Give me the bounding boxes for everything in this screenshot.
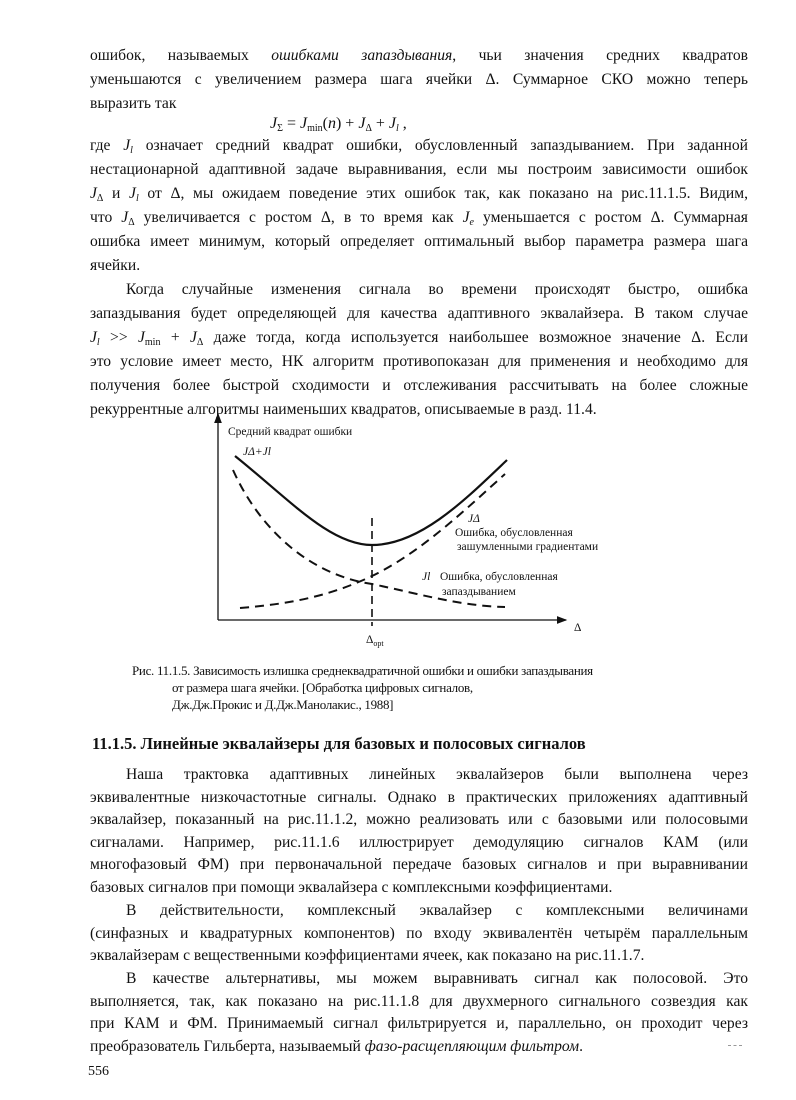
- text-line: [90, 1036, 583, 1059]
- text-run: рекуррентные алгоритмы наименьших квадратов, описываемые в разд. 11.4.: [90, 401, 597, 418]
- paragraph-4: [90, 900, 748, 968]
- jdelta-desc-1: Ошибка, обусловленная: [455, 527, 573, 539]
- italic-term: фазо-расщепляющим фильтром: [364, 1037, 580, 1055]
- math-subscript: Δ: [365, 123, 372, 134]
- math-base: J: [129, 185, 136, 202]
- total-curve-label: JΔ+Jl: [243, 446, 271, 458]
- caption-line-2: от размера шага ячейки. [Обработка цифровых сигналов,: [172, 680, 473, 695]
- text-run: выразить так: [90, 95, 177, 112]
- italic-term: ошибками запаздывания: [271, 47, 453, 64]
- text-line: [90, 877, 612, 900]
- text-run: , чьи значения средних квадратов: [452, 47, 748, 64]
- text-run: выполняется, так, как показано на рис.11.1.8 для двухмерного сигнального созвездия как: [90, 992, 748, 1010]
- math-subscript: l: [96, 337, 100, 348]
- text-run: запаздывания будет определяющей для качества адаптивного эквалайзера. В таком случае: [90, 305, 748, 322]
- text-run: эквивалентные низкочастотные сигналы. Однако в практических приложениях адаптивный: [90, 788, 748, 806]
- math-base: J: [270, 115, 278, 132]
- math-subscript: Δ: [96, 193, 104, 204]
- text-line: [90, 1013, 748, 1036]
- math-subscript: min: [144, 337, 161, 348]
- italic-term: n: [327, 115, 336, 132]
- text-run: =: [282, 115, 300, 132]
- text-line: [90, 900, 748, 923]
- text-line: [90, 991, 748, 1014]
- text-run: (синфазных и квадратурных компонентов) по входу эквивалентён четырём параллельным: [90, 924, 748, 942]
- text-run: уменьшается с ростом Δ. Суммарная: [474, 209, 748, 226]
- caption-line-1: Рис. 11.1.5. Зависимость излишка среднеквадратичной ошибки и ошибки запаздывания: [132, 663, 593, 678]
- math-base: J: [90, 329, 97, 346]
- math-subscript: min: [307, 123, 323, 134]
- text-line: [90, 764, 748, 787]
- math-subscript: l: [130, 145, 133, 156]
- text-run: уменьшаются с увеличением размера шага ячейки Δ. Суммарное СКО можно теперь: [90, 71, 748, 88]
- text-line: [90, 832, 748, 855]
- jl-desc-1: Ошибка, обусловленная: [440, 571, 558, 583]
- text-run: многофазовый ФМ) при первоначальной передаче базовых сигналов и при выравнивании: [90, 856, 748, 873]
- text-run: базовых сигналов при помощи эквалайзера с комплексными коэффициентами.: [90, 878, 613, 896]
- text-line: [90, 923, 748, 946]
- text-run: где: [90, 137, 124, 154]
- text-run: .: [579, 1037, 583, 1055]
- text-run: при КАМ и ФМ. Принимаемый сигнал фильтрируется и, параллельно, он проходит через: [90, 1015, 748, 1032]
- text-run: +: [371, 115, 389, 132]
- text-run: даже тогда, когда используется наибольшее возможное значение Δ. Если: [203, 329, 749, 346]
- math-base: J: [121, 209, 129, 226]
- section-heading: 11.1.5. Линейные эквалайзеры для базовых и полосовых сигналов: [92, 734, 586, 753]
- math-subscript: Δ: [128, 217, 135, 228]
- opt-label: $\Delta_{opt}$: [366, 634, 384, 648]
- math-subscript: l: [396, 123, 399, 134]
- text-run: получения более быстрой сходимости и отслеживания рассчитывать на более сложные: [90, 377, 748, 394]
- paragraph-3: [90, 764, 748, 899]
- math-subscript: Σ: [277, 123, 283, 134]
- text-line: [90, 787, 748, 810]
- math-subscript: e: [469, 217, 474, 228]
- text-run: увеличивается с ростом Δ, в то время как: [134, 209, 463, 226]
- text-run: и: [103, 185, 130, 202]
- scan-mark: [728, 1045, 742, 1046]
- math-base: J: [299, 115, 308, 132]
- text-run: Когда случайные изменения сигнала во времени происходят быстро, ошибка: [126, 281, 748, 298]
- math-subscript: Δ: [196, 337, 204, 348]
- text-run: ошибок, называемых: [90, 47, 272, 64]
- text-line: [90, 809, 748, 832]
- paragraph-5: [90, 968, 748, 1058]
- text-line: [90, 968, 748, 991]
- text-run: (: [322, 115, 328, 132]
- text-line: [90, 945, 644, 968]
- math-base: J: [123, 137, 131, 154]
- text-line: [90, 854, 748, 877]
- text-run: Наша трактовка адаптивных линейных эквалайзеров были выполнена через: [126, 766, 748, 783]
- math-base: J: [462, 209, 470, 226]
- text-run: означает средний квадрат ошибки, обусловленный запаздыванием. При заданной: [132, 137, 748, 154]
- text-run: +: [160, 329, 190, 346]
- math-subscript: l: [135, 193, 139, 204]
- y-axis-label: Средний квадрат ошибки: [228, 426, 353, 438]
- text-run: сигналами. Например, рис.11.1.6 иллюстрирует демодуляцию сигналов КАМ (или: [90, 833, 748, 851]
- page-number: 556: [88, 1064, 109, 1079]
- jdelta-desc-2: зашумленными градиентами: [457, 541, 599, 553]
- math-base: J: [189, 329, 197, 346]
- text-run: В действительности, комплексный эквалайзер с комплексными величинами: [126, 902, 748, 919]
- text-run: от Δ, мы ожидаем поведение этих ошибок так, как показано на рис.11.1.5. Видим,: [138, 185, 748, 202]
- math-base: J: [90, 185, 97, 202]
- jdelta-label: JΔ: [468, 513, 480, 525]
- text-run: ,: [398, 115, 407, 132]
- text-run: В качестве альтернативы, мы можем выравнивать сигнал как полосовой. Это: [126, 970, 748, 987]
- caption-line-3: Дж.Дж.Прокис и Д.Дж.Манолакис., 1988]: [172, 697, 394, 712]
- jl-label: Jl: [422, 571, 431, 583]
- text-run: преобразователь Гильберта, называемый: [90, 1037, 365, 1055]
- text-run: >>: [99, 329, 138, 346]
- text-run: нестационарной адаптивной задаче выравнивания, если мы построим зависимости ошибок: [90, 161, 748, 178]
- text-run: ошибка имеет минимум, который определяет оптимальный выбор параметра размера шага: [90, 233, 748, 250]
- text-run: эквалайзер, показанный на рис.11.1.2, можно реализовать или с базовыми или полосовыми: [90, 811, 748, 828]
- text-run: это условие имеет место, НК алгоритм противопоказан для применения и необходимо для: [90, 353, 748, 370]
- math-base: J: [388, 115, 397, 132]
- text-run: эквалайзерам с вещественными коэффициентами ячеек, как показано на рис.11.1.7.: [90, 947, 645, 964]
- text-run: что: [90, 209, 122, 226]
- text-run: ячейки.: [90, 257, 141, 274]
- math-base: J: [137, 329, 145, 346]
- x-axis-label: Δ: [574, 622, 582, 634]
- text-run: ) +: [335, 115, 359, 132]
- math-base: J: [358, 115, 366, 132]
- jl-desc-2: запаздыванием: [442, 586, 516, 598]
